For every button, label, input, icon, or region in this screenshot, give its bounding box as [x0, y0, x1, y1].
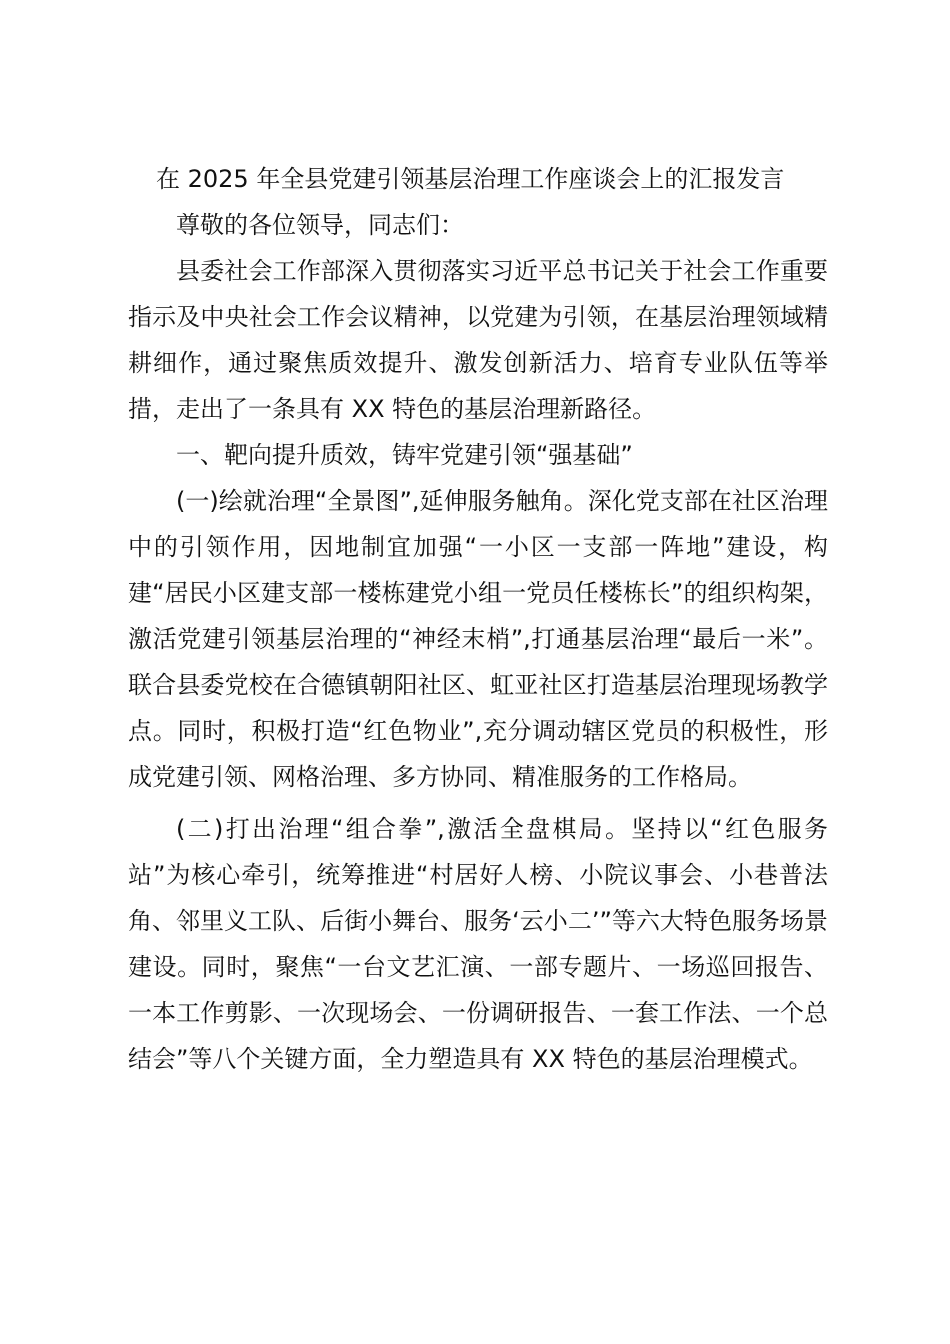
- salutation: 尊敬的各位领导，同志们：: [176, 211, 464, 239]
- section-heading-1: 一、靶向提升质效，铸牢党建引领“强基础”: [176, 441, 633, 469]
- paragraph-1: (一)绘就治理“全景图”,延伸服务触角。深化党支部在社区治理中的引领作用，因地制宜加强“一小区一支部一阵地”建设，构建“居民小区建支部一楼栋建党小组一党员任楼栋长”的组织构架，激活党建引领基层治理的“神经末梢”,打通基层治理“最后一米”。联合县委党校在合德镇朝阳社区、虹亚社区打造基层治理现场教学点。同时，积极打造“红色物业”,充分调动辖区党员的积极性，形成党建引领、网格治理、多方协同、精准服务的工作格局。: [128, 487, 828, 791]
- document-title: 在 2025 年全县党建引领基层治理工作座谈会上的汇报发言: [156, 165, 785, 193]
- intro-paragraph: 县委社会工作部深入贯彻落实习近平总书记关于社会工作重要指示及中央社会工作会议精神，以党建为引领，在基层治理领域精耕细作，通过聚焦质效提升、激发创新活力、培育专业队伍等举措，走出了一条具有 XX 特色的基层治理新路径。: [128, 257, 828, 423]
- paragraph-2: (二)打出治理“组合拳”,激活全盘棋局。坚持以“红色服务站”为核心牵引，统筹推进“村居好人榜、小院议事会、小巷普法角、邻里义工队、后街小舞台、服务‘云小二’”等六大特色服务场景建设。同时，聚焦“一台文艺汇演、一部专题片、一场巡回报告、一本工作剪影、一次现场会、一份调研报告、一套工作法、一个总结会”等八个关键方面，全力塑造具有 XX 特色的基层治理模式。: [128, 815, 828, 1073]
- document-body: [128, 156, 828, 1082]
